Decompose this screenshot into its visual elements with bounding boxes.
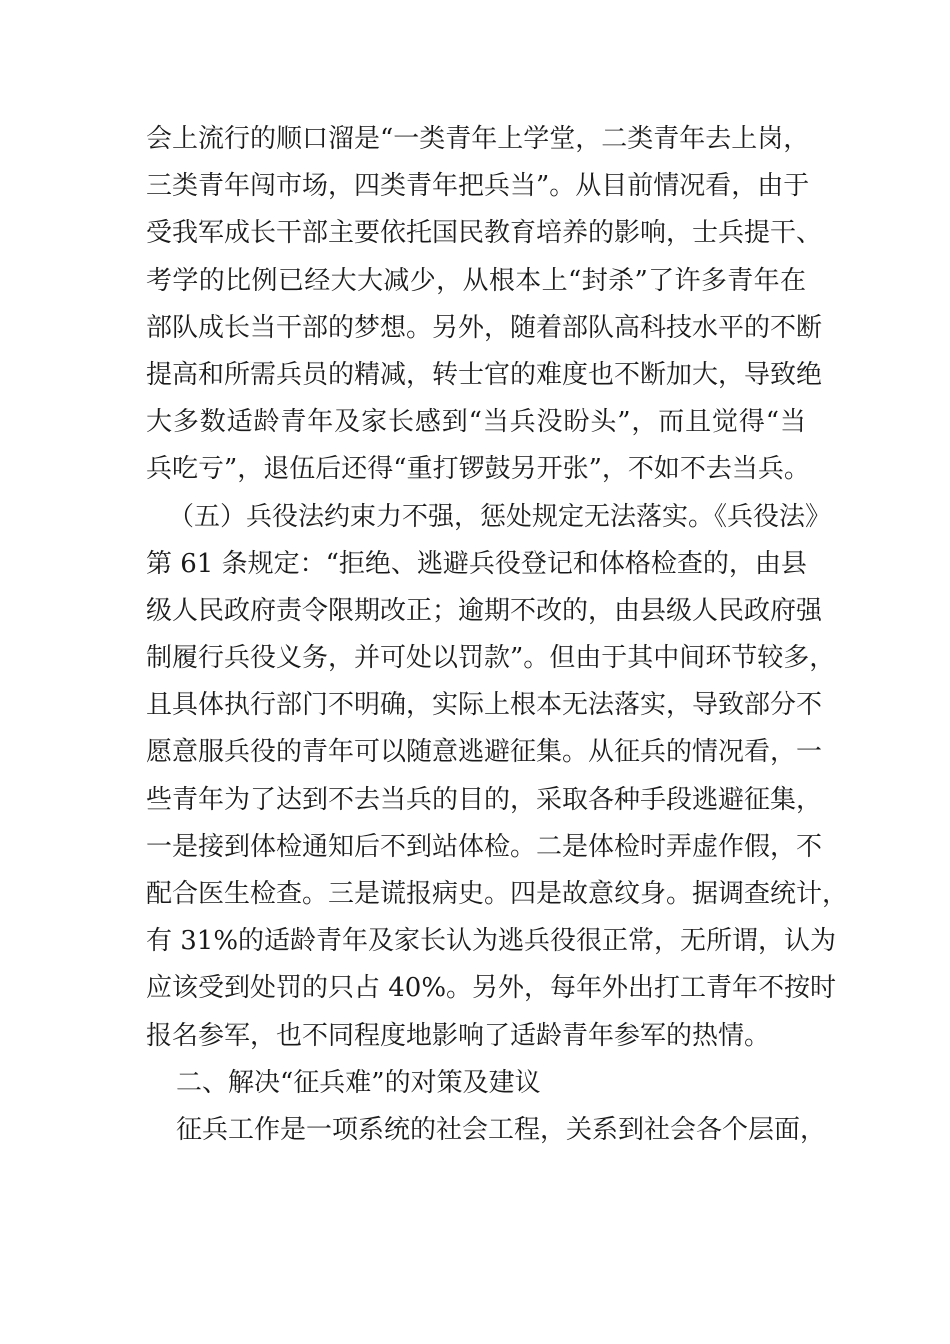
text-line: 一是接到体检通知后不到站体检。二是体检时弄虚作假，不 [146, 831, 823, 862]
text-line: 提高和所需兵员的精减，转士官的难度也不断加大，导致绝 [146, 359, 823, 390]
text-line: 且具体执行部门不明确，实际上根本无法落实，导致部分不 [146, 690, 823, 721]
text-line: 考学的比例已经大大减少，从根本上“封杀”了许多青年在 [146, 265, 806, 296]
text-line: 征兵工作是一项系统的社会工程，关系到社会各个层面， [176, 1114, 827, 1145]
body-text [146, 116, 849, 1154]
text-line: 愿意服兵役的青年可以随意逃避征集。从征兵的情况看，一 [146, 737, 823, 768]
text-line: 配合医生检查。三是谎报病史。四是故意纹身。据调查统计， [146, 879, 849, 909]
text-line: 应该受到处罚的只占 40%。另外，每年外出打工青年不按时 [146, 973, 837, 1004]
text-line: 兵吃亏”，退伍后还得“重打锣鼓另开张”，不如不去当兵。 [146, 454, 810, 485]
text-line: 级人民政府责令限期改正；逾期不改的，由县级人民政府强 [146, 595, 823, 626]
text-line: 第 61 条规定：“拒绝、逃避兵役登记和体格检查的，由县 [146, 548, 807, 579]
text-line: 些青年为了达到不去当兵的目的，采取各种手段逃避征集， [146, 784, 823, 815]
text-line: 会上流行的顺口溜是“一类青年上学堂，二类青年去上岗， [146, 124, 810, 154]
text-line: 有 31%的适龄青年及家长认为逃兵役很正常，无所谓，认为 [146, 926, 837, 957]
text-line: 大多数适龄青年及家长感到“当兵没盼头”，而且觉得“当 [146, 407, 806, 438]
text-line: 部队成长当干部的梦想。另外，随着部队高科技水平的不断 [146, 312, 823, 343]
text-line: 三类青年闯市场，四类青年把兵当”。从目前情况看，由于 [146, 171, 810, 202]
section-heading: 二、解决“征兵难”的对策及建议 [176, 1067, 541, 1098]
section-heading-line: （五）兵役法约束力不强，惩处规定无法落实。《兵役法》 [168, 501, 832, 532]
text-line: 制履行兵役义务，并可处以罚款”。但由于其中间环节较多， [146, 643, 836, 674]
text-line: 受我军成长干部主要依托国民教育培养的影响，士兵提干、 [146, 218, 823, 249]
text-line: 报名参军，也不同程度地影响了适龄青年参军的热情。 [146, 1020, 771, 1051]
